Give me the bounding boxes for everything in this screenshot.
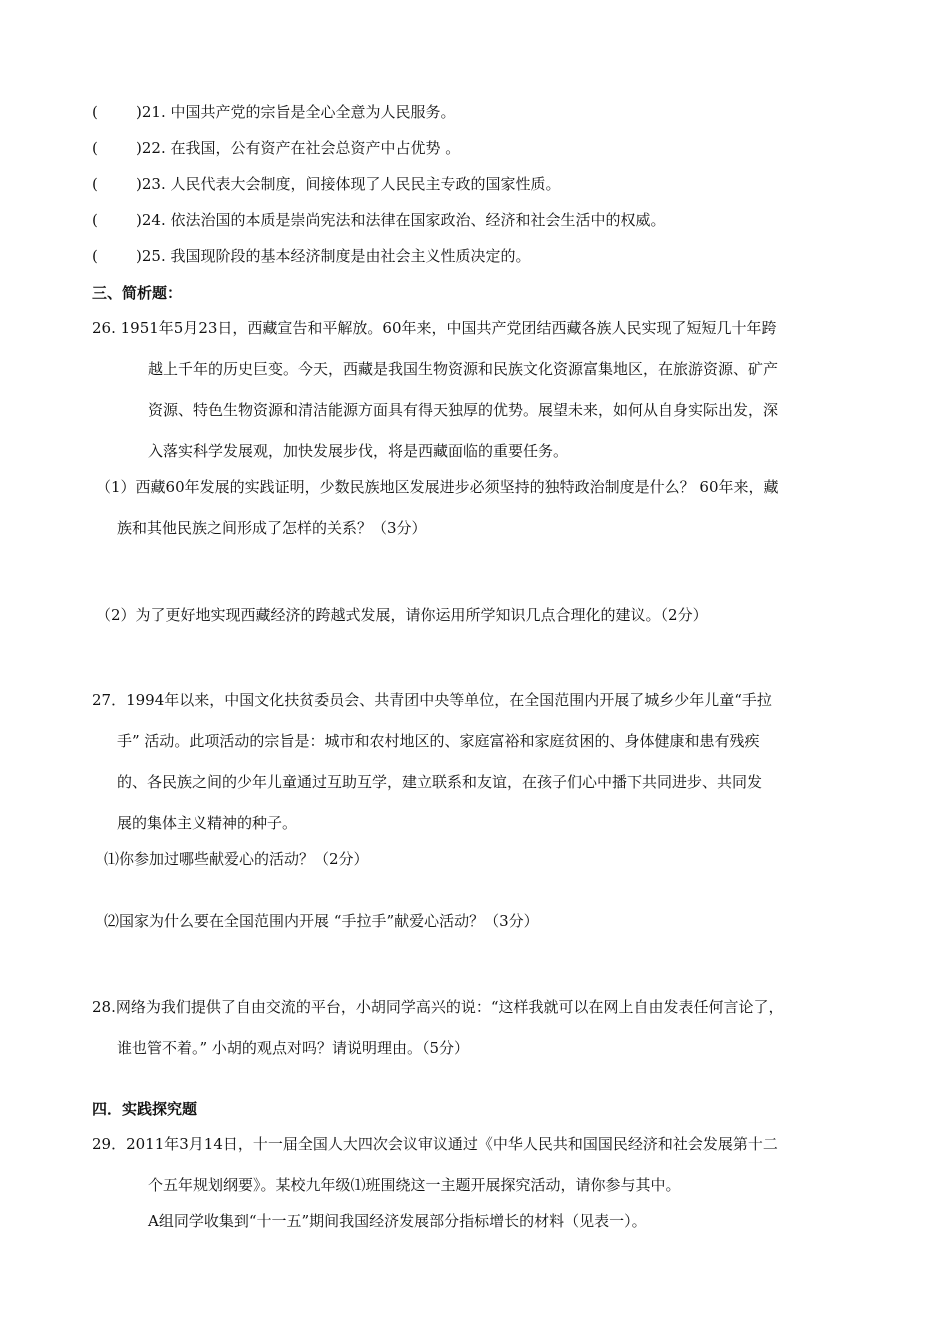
section-title-practice: 四．实践探究题 [92, 1100, 198, 1118]
q27-sub1: ⑴你参加过哪些献爱心的活动？（2分） [104, 850, 369, 868]
q26-sub2: （2）为了更好地实现西藏经济的跨越式发展，请你运用所学知识几点合理化的建议。（2分） [96, 606, 708, 624]
answer-paren: ( [92, 139, 98, 157]
judgment-item-22 [92, 138, 460, 158]
q26-sub1-line-1: （1）西藏60年发展的实践证明，少数民族地区发展进步必须坚持的独特政治制度是什么？ 60年来，藏 [96, 478, 779, 496]
q29-line-1: 29．2011年3月14日，十一届全国人大四次会议审议通过《中华人民共和国国民经济和社会发展第十二 [92, 1135, 778, 1153]
judgment-text: )21. 中国共产党的宗旨是全心全意为人民服务。 [136, 103, 456, 121]
judgment-text: )22. 在我国，公有资产在社会总资产中占优势 。 [136, 139, 461, 157]
judgment-item-25 [92, 246, 530, 266]
answer-paren: ( [92, 175, 98, 193]
q27-line-2: 手” 活动。此项活动的宗旨是：城市和农村地区的、家庭富裕和家庭贫困的、身体健康和患有残疾 [117, 732, 760, 750]
judgment-text: )25. 我国现阶段的基本经济制度是由社会主义性质决定的。 [136, 247, 531, 265]
section-title-analysis: 三、简析题： [92, 284, 183, 302]
answer-paren: ( [92, 211, 98, 229]
q27-line-1: 27．1994年以来，中国文化扶贫委员会、共青团中央等单位，在全国范围内开展了城乡少年儿童“手拉 [92, 691, 772, 709]
judgment-text: )24. 依法治国的本质是崇尚宪法和法律在国家政治、经济和社会生活中的权威。 [136, 211, 666, 229]
q26-sub1-line-2: 族和其他民族之间形成了怎样的关系？（3分） [117, 519, 427, 537]
q28-line-2: 谁也管不着。” 小胡的观点对吗？请说明理由。（5分） [117, 1039, 469, 1057]
q29-line-3: A组同学收集到“十一五”期间我国经济发展部分指标增长的材料（见表一）。 [148, 1212, 647, 1230]
q26-line-4: 入落实科学发展观，加快发展步伐，将是西藏面临的重要任务。 [148, 442, 569, 460]
q27-sub2: ⑵国家为什么要在全国范围内开展 “手拉手”献爱心活动？（3分） [104, 912, 539, 930]
answer-paren: ( [92, 247, 98, 265]
q26-line-1: 26. 1951年5月23日，西藏宣告和平解放。60年来，中国共产党团结西藏各族人民实现了短短几十年跨 [92, 319, 777, 337]
q28-line-1: 28.网络为我们提供了自由交流的平台，小胡同学高兴的说：“这样我就可以在网上自由发表任何言论了， [92, 998, 784, 1016]
judgment-item-23 [92, 174, 560, 194]
q29-line-2: 个五年规划纲要》。某校九年级⑴班围绕这一主题开展探究活动，请你参与其中。 [148, 1176, 681, 1194]
q27-line-4: 展的集体主义精神的种子。 [117, 814, 298, 832]
q27-line-3: 的、各民族之间的少年儿童通过互助互学，建立联系和友谊，在孩子们心中播下共同进步、共同发 [117, 773, 763, 791]
answer-paren: ( [92, 103, 98, 121]
judgment-item-24 [92, 210, 665, 230]
judgment-item-21 [92, 102, 455, 122]
q26-line-2: 越上千年的历史巨变。今天，西藏是我国生物资源和民族文化资源富集地区，在旅游资源、矿产 [148, 360, 779, 378]
judgment-text: )23. 人民代表大会制度，间接体现了人民民主专政的国家性质。 [136, 175, 561, 193]
q26-line-3: 资源、特色生物资源和清洁能源方面具有得天独厚的优势。展望未来，如何从自身实际出发，深 [148, 401, 779, 419]
